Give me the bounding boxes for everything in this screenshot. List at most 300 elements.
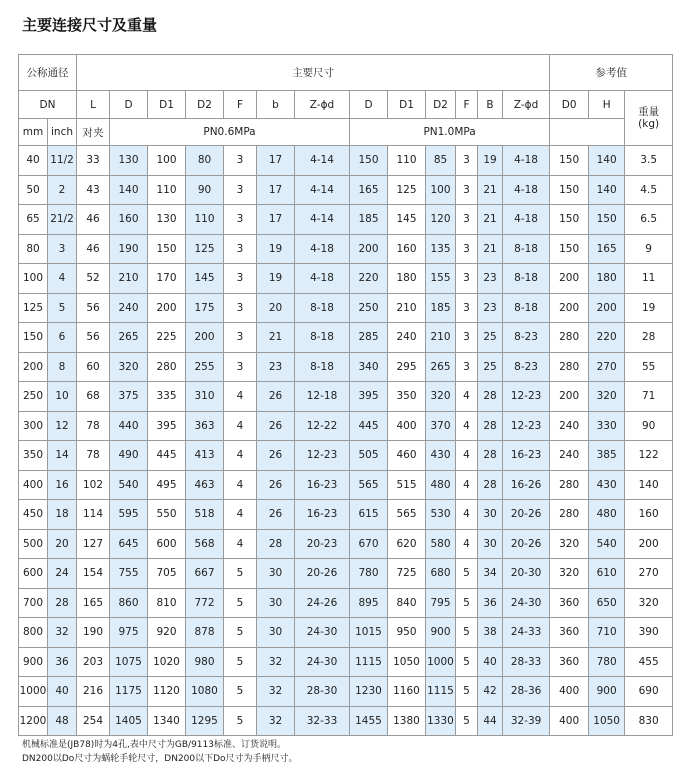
table-cell: 26: [257, 470, 295, 500]
table-cell: 1175: [110, 677, 148, 707]
table-cell: 975: [110, 618, 148, 648]
table-cell: 690: [625, 677, 673, 707]
table-cell: 165: [350, 175, 388, 205]
table-cell: 68: [77, 382, 110, 412]
table-cell: 600: [19, 559, 48, 589]
table-cell: 160: [625, 500, 673, 530]
table-cell: 154: [77, 559, 110, 589]
table-cell: 860: [110, 588, 148, 618]
table-cell: 5: [456, 559, 478, 589]
table-cell: 130: [110, 146, 148, 176]
header-reference: 参考值: [550, 55, 673, 91]
table-cell: 200: [186, 323, 224, 353]
table-cell: 26: [257, 382, 295, 412]
table-cell: 150: [550, 205, 589, 235]
table-cell: 500: [19, 529, 48, 559]
table-cell: 265: [110, 323, 148, 353]
table-cell: 12-23: [503, 382, 550, 412]
table-row: [19, 529, 673, 559]
table-cell: 28: [48, 588, 77, 618]
table-cell: 615: [350, 500, 388, 530]
table-cell: 280: [550, 352, 589, 382]
table-cell: 19: [625, 293, 673, 323]
table-cell: 24: [48, 559, 77, 589]
table-cell: 5: [456, 647, 478, 677]
table-cell: 445: [350, 411, 388, 441]
table-row: [19, 352, 673, 382]
table-cell: 280: [550, 500, 589, 530]
table-row: [19, 559, 673, 589]
table-cell: 43: [77, 175, 110, 205]
table-cell: 150: [550, 146, 589, 176]
table-cell: 310: [186, 382, 224, 412]
table-cell: 127: [77, 529, 110, 559]
table-row: [19, 205, 673, 235]
table-cell: 980: [186, 647, 224, 677]
table-cell: 3.5: [625, 146, 673, 176]
table-cell: 160: [388, 234, 426, 264]
table-cell: 17: [257, 205, 295, 235]
table-cell: 490: [110, 441, 148, 471]
table-cell: 280: [550, 470, 589, 500]
table-cell: 12-23: [503, 411, 550, 441]
table-row: [19, 441, 673, 471]
col-header-z-phid-pn10: Z-ϕd: [503, 91, 550, 119]
table-cell: 878: [186, 618, 224, 648]
table-cell: 3: [224, 293, 257, 323]
table-cell: 120: [426, 205, 456, 235]
table-cell: 185: [350, 205, 388, 235]
table-cell: 24-26: [295, 588, 350, 618]
table-cell: 17: [257, 146, 295, 176]
table-cell: 360: [550, 618, 589, 648]
table-cell: 210: [110, 264, 148, 294]
table-row: [19, 146, 673, 176]
table-cell: 1115: [426, 677, 456, 707]
table-cell: 155: [426, 264, 456, 294]
table-cell: 28: [257, 529, 295, 559]
table-cell: 10: [48, 382, 77, 412]
table-cell: 42: [478, 677, 503, 707]
table-cell: 46: [77, 205, 110, 235]
footnote: 机械标准是(JB78)时为4孔,表中尺寸为GB/9113标准、订货说明。: [22, 740, 286, 750]
table-cell: 125: [388, 175, 426, 205]
table-cell: 5: [224, 588, 257, 618]
table-cell: 463: [186, 470, 224, 500]
table-cell: 200: [550, 382, 589, 412]
table-cell: 30: [478, 500, 503, 530]
table-cell: 8-18: [503, 264, 550, 294]
table-cell: 270: [625, 559, 673, 589]
table-cell: 795: [426, 588, 456, 618]
table-cell: 320: [550, 559, 589, 589]
table-cell: 150: [350, 146, 388, 176]
table-cell: 30: [257, 559, 295, 589]
table-cell: 145: [186, 264, 224, 294]
table-cell: 52: [77, 264, 110, 294]
table-cell: 21: [478, 205, 503, 235]
table-cell: 24-30: [503, 588, 550, 618]
table-cell: 12-22: [295, 411, 350, 441]
table-cell: 280: [550, 323, 589, 353]
table-cell: 3: [456, 293, 478, 323]
table-cell: 295: [388, 352, 426, 382]
table-cell: 26: [257, 411, 295, 441]
table-cell: 23: [478, 264, 503, 294]
table-cell: 110: [148, 175, 186, 205]
table-cell: 16-23: [295, 500, 350, 530]
table-cell: 480: [426, 470, 456, 500]
table-cell: 130: [148, 205, 186, 235]
table-cell: 8: [48, 352, 77, 382]
table-cell: 140: [110, 175, 148, 205]
table-cell: 8-18: [503, 234, 550, 264]
table-cell: 460: [388, 441, 426, 471]
table-cell: 100: [426, 175, 456, 205]
table-cell: 200: [550, 264, 589, 294]
table-cell: 270: [589, 352, 625, 382]
table-cell: 1050: [589, 706, 625, 736]
table-cell: 4: [224, 441, 257, 471]
pressure-pn06: PN0.6MPa: [110, 119, 350, 146]
header-nominal-size: 公称通径: [19, 55, 77, 91]
table-cell: 240: [550, 411, 589, 441]
table-cell: 430: [589, 470, 625, 500]
table-cell: 3: [224, 234, 257, 264]
table-cell: 20-26: [503, 500, 550, 530]
table-cell: 840: [388, 588, 426, 618]
table-cell: 125: [186, 234, 224, 264]
table-cell: 400: [19, 470, 48, 500]
table-cell: 11: [625, 264, 673, 294]
table-cell: 180: [589, 264, 625, 294]
table-cell: 895: [350, 588, 388, 618]
table-cell: 225: [148, 323, 186, 353]
table-cell: 4-18: [503, 146, 550, 176]
dimensions-table: [18, 54, 673, 736]
table-cell: 265: [426, 352, 456, 382]
table-cell: 595: [110, 500, 148, 530]
table-cell: 140: [625, 470, 673, 500]
table-row: [19, 382, 673, 412]
table-cell: 55: [625, 352, 673, 382]
table-cell: 19: [478, 146, 503, 176]
table-cell: 370: [426, 411, 456, 441]
table-cell: 78: [77, 441, 110, 471]
table-cell: 680: [426, 559, 456, 589]
table-cell: 30: [257, 588, 295, 618]
table-cell: 4: [48, 264, 77, 294]
table-cell: 385: [589, 441, 625, 471]
table-cell: 203: [77, 647, 110, 677]
table-cell: 5: [456, 618, 478, 648]
table-cell: 8-18: [295, 323, 350, 353]
table-cell: 540: [110, 470, 148, 500]
table-cell: 600: [148, 529, 186, 559]
table-cell: 4-14: [295, 175, 350, 205]
table-cell: 395: [350, 382, 388, 412]
table-cell: 430: [426, 441, 456, 471]
table-cell: 900: [426, 618, 456, 648]
table-cell: 254: [77, 706, 110, 736]
table-cell: 56: [77, 293, 110, 323]
table-cell: 5: [456, 706, 478, 736]
table-cell: 145: [388, 205, 426, 235]
table-cell: 21: [478, 175, 503, 205]
col-header-dn: DN: [19, 91, 77, 119]
table-cell: 3: [456, 264, 478, 294]
table-cell: 36: [48, 647, 77, 677]
table-cell: 440: [110, 411, 148, 441]
page-title: 主要连接尺寸及重量: [22, 16, 158, 34]
table-cell: 26: [257, 441, 295, 471]
table-cell: 190: [110, 234, 148, 264]
table-cell: 3: [456, 146, 478, 176]
table-cell: 48: [48, 706, 77, 736]
table-cell: 780: [589, 647, 625, 677]
table-cell: 667: [186, 559, 224, 589]
table-cell: 772: [186, 588, 224, 618]
table-cell: 36: [478, 588, 503, 618]
table-cell: 8-23: [503, 323, 550, 353]
table-cell: 3: [224, 175, 257, 205]
reference-blank: [550, 119, 625, 146]
table-cell: 220: [589, 323, 625, 353]
table-cell: 900: [589, 677, 625, 707]
table-cell: 1380: [388, 706, 426, 736]
table-cell: 1405: [110, 706, 148, 736]
table-cell: 140: [589, 146, 625, 176]
table-cell: 28-36: [503, 677, 550, 707]
table-cell: 11/2: [48, 146, 77, 176]
table-cell: 240: [388, 323, 426, 353]
table-cell: 5: [456, 588, 478, 618]
col-header-d0: D0: [550, 91, 589, 119]
table-cell: 30: [257, 618, 295, 648]
table-cell: 350: [19, 441, 48, 471]
col-header-d: D: [110, 91, 148, 119]
table-cell: 5: [224, 559, 257, 589]
table-cell: 44: [478, 706, 503, 736]
table-cell: 3: [224, 264, 257, 294]
table-row: [19, 470, 673, 500]
table-cell: 810: [148, 588, 186, 618]
table-cell: 1020: [148, 647, 186, 677]
table-cell: 4.5: [625, 175, 673, 205]
table-cell: 140: [589, 175, 625, 205]
table-cell: 150: [148, 234, 186, 264]
table-cell: 33: [77, 146, 110, 176]
table-cell: 50: [19, 175, 48, 205]
table-cell: 320: [550, 529, 589, 559]
table-cell: 200: [625, 529, 673, 559]
table-cell: 1015: [350, 618, 388, 648]
table-row: [19, 706, 673, 736]
table-cell: 480: [589, 500, 625, 530]
table-cell: 3: [224, 323, 257, 353]
table-cell: 3: [456, 175, 478, 205]
table-cell: 505: [350, 441, 388, 471]
clamp-label: 对夹: [77, 119, 110, 146]
table-cell: 100: [148, 146, 186, 176]
table-cell: 4-18: [295, 264, 350, 294]
table-cell: 4: [456, 382, 478, 412]
table-cell: 125: [19, 293, 48, 323]
table-cell: 210: [388, 293, 426, 323]
table-cell: 80: [19, 234, 48, 264]
table-cell: 20-26: [295, 559, 350, 589]
table-cell: 360: [550, 588, 589, 618]
col-header-f: F: [224, 91, 257, 119]
table-cell: 32-33: [295, 706, 350, 736]
table-cell: 320: [589, 382, 625, 412]
table-row: [19, 588, 673, 618]
table-cell: 24-30: [295, 647, 350, 677]
table-cell: 110: [388, 146, 426, 176]
table-cell: 16: [48, 470, 77, 500]
col-header-weight: [625, 91, 673, 146]
table-cell: 20: [257, 293, 295, 323]
table-cell: 28: [625, 323, 673, 353]
weight-label-unit: (kg): [638, 118, 660, 130]
table-cell: 160: [110, 205, 148, 235]
col-header-b-pn10: B: [478, 91, 503, 119]
table-cell: 620: [388, 529, 426, 559]
table-cell: 320: [110, 352, 148, 382]
table-cell: 100: [19, 264, 48, 294]
table-cell: 515: [388, 470, 426, 500]
table-cell: 705: [148, 559, 186, 589]
col-header-b: b: [257, 91, 295, 119]
col-header-l: L: [77, 91, 110, 119]
table-cell: 4: [456, 500, 478, 530]
table-cell: 240: [550, 441, 589, 471]
table-cell: 23: [478, 293, 503, 323]
table-cell: 3: [456, 352, 478, 382]
table-cell: 8-18: [295, 352, 350, 382]
table-cell: 18: [48, 500, 77, 530]
table-cell: 150: [589, 205, 625, 235]
table-cell: 85: [426, 146, 456, 176]
table-cell: 300: [19, 411, 48, 441]
table-cell: 518: [186, 500, 224, 530]
table-cell: 25: [478, 352, 503, 382]
table-cell: 1080: [186, 677, 224, 707]
table-cell: 180: [388, 264, 426, 294]
table-cell: 24-33: [503, 618, 550, 648]
table-cell: 20: [48, 529, 77, 559]
table-cell: 16-23: [295, 470, 350, 500]
table-cell: 400: [388, 411, 426, 441]
table-cell: 38: [478, 618, 503, 648]
table-cell: 19: [257, 264, 295, 294]
table-cell: 28-30: [295, 677, 350, 707]
col-header-h: H: [589, 91, 625, 119]
table-cell: 170: [148, 264, 186, 294]
col-header-z-phid: Z-ϕd: [295, 91, 350, 119]
col-header-d-pn10: D: [350, 91, 388, 119]
table-cell: 725: [388, 559, 426, 589]
table-cell: 1000: [426, 647, 456, 677]
table-row: [19, 677, 673, 707]
table-cell: 900: [19, 647, 48, 677]
table-cell: 80: [186, 146, 224, 176]
table-cell: 3: [224, 146, 257, 176]
table-cell: 71: [625, 382, 673, 412]
table-row: [19, 175, 673, 205]
table-cell: 102: [77, 470, 110, 500]
table-cell: 122: [625, 441, 673, 471]
table-cell: 12-23: [295, 441, 350, 471]
table-cell: 610: [589, 559, 625, 589]
table-cell: 5: [224, 706, 257, 736]
table-cell: 20-30: [503, 559, 550, 589]
table-cell: 26: [257, 500, 295, 530]
table-cell: 190: [77, 618, 110, 648]
table-cell: 580: [426, 529, 456, 559]
table-cell: 360: [550, 647, 589, 677]
table-cell: 550: [148, 500, 186, 530]
table-row: [19, 234, 673, 264]
table-cell: 280: [148, 352, 186, 382]
table-cell: 21: [257, 323, 295, 353]
table-row: [19, 323, 673, 353]
table-cell: 28: [478, 441, 503, 471]
table-cell: 1230: [350, 677, 388, 707]
table-cell: 220: [350, 264, 388, 294]
table-cell: 23: [257, 352, 295, 382]
table-cell: 5: [224, 647, 257, 677]
table-cell: 19: [257, 234, 295, 264]
table-cell: 400: [550, 677, 589, 707]
table-cell: 8-18: [295, 293, 350, 323]
footnotes: [22, 739, 298, 766]
table-cell: 1200: [19, 706, 48, 736]
table-cell: 565: [350, 470, 388, 500]
table-cell: 4: [456, 411, 478, 441]
table-cell: 1000: [19, 677, 48, 707]
table-cell: 165: [589, 234, 625, 264]
table-row: [19, 293, 673, 323]
col-header-d2-pn10: D2: [426, 91, 456, 119]
table-cell: 3: [224, 352, 257, 382]
table-cell: 4: [224, 500, 257, 530]
table-cell: 200: [589, 293, 625, 323]
table-cell: 25: [478, 323, 503, 353]
table-cell: 4: [456, 529, 478, 559]
table-cell: 395: [148, 411, 186, 441]
table-cell: 320: [426, 382, 456, 412]
table-cell: 65: [19, 205, 48, 235]
table-cell: 28: [478, 411, 503, 441]
table-cell: 1050: [388, 647, 426, 677]
table-cell: 4-18: [503, 205, 550, 235]
table-cell: 710: [589, 618, 625, 648]
table-row: [19, 647, 673, 677]
table-cell: 4: [456, 441, 478, 471]
table-cell: 330: [589, 411, 625, 441]
table-cell: 780: [350, 559, 388, 589]
table-cell: 363: [186, 411, 224, 441]
table-cell: 1455: [350, 706, 388, 736]
table-cell: 150: [550, 234, 589, 264]
table-cell: 450: [19, 500, 48, 530]
table-cell: 28: [478, 382, 503, 412]
table-cell: 4: [456, 470, 478, 500]
table-cell: 250: [350, 293, 388, 323]
pressure-pn10: PN1.0MPa: [350, 119, 550, 146]
table-cell: 1115: [350, 647, 388, 677]
